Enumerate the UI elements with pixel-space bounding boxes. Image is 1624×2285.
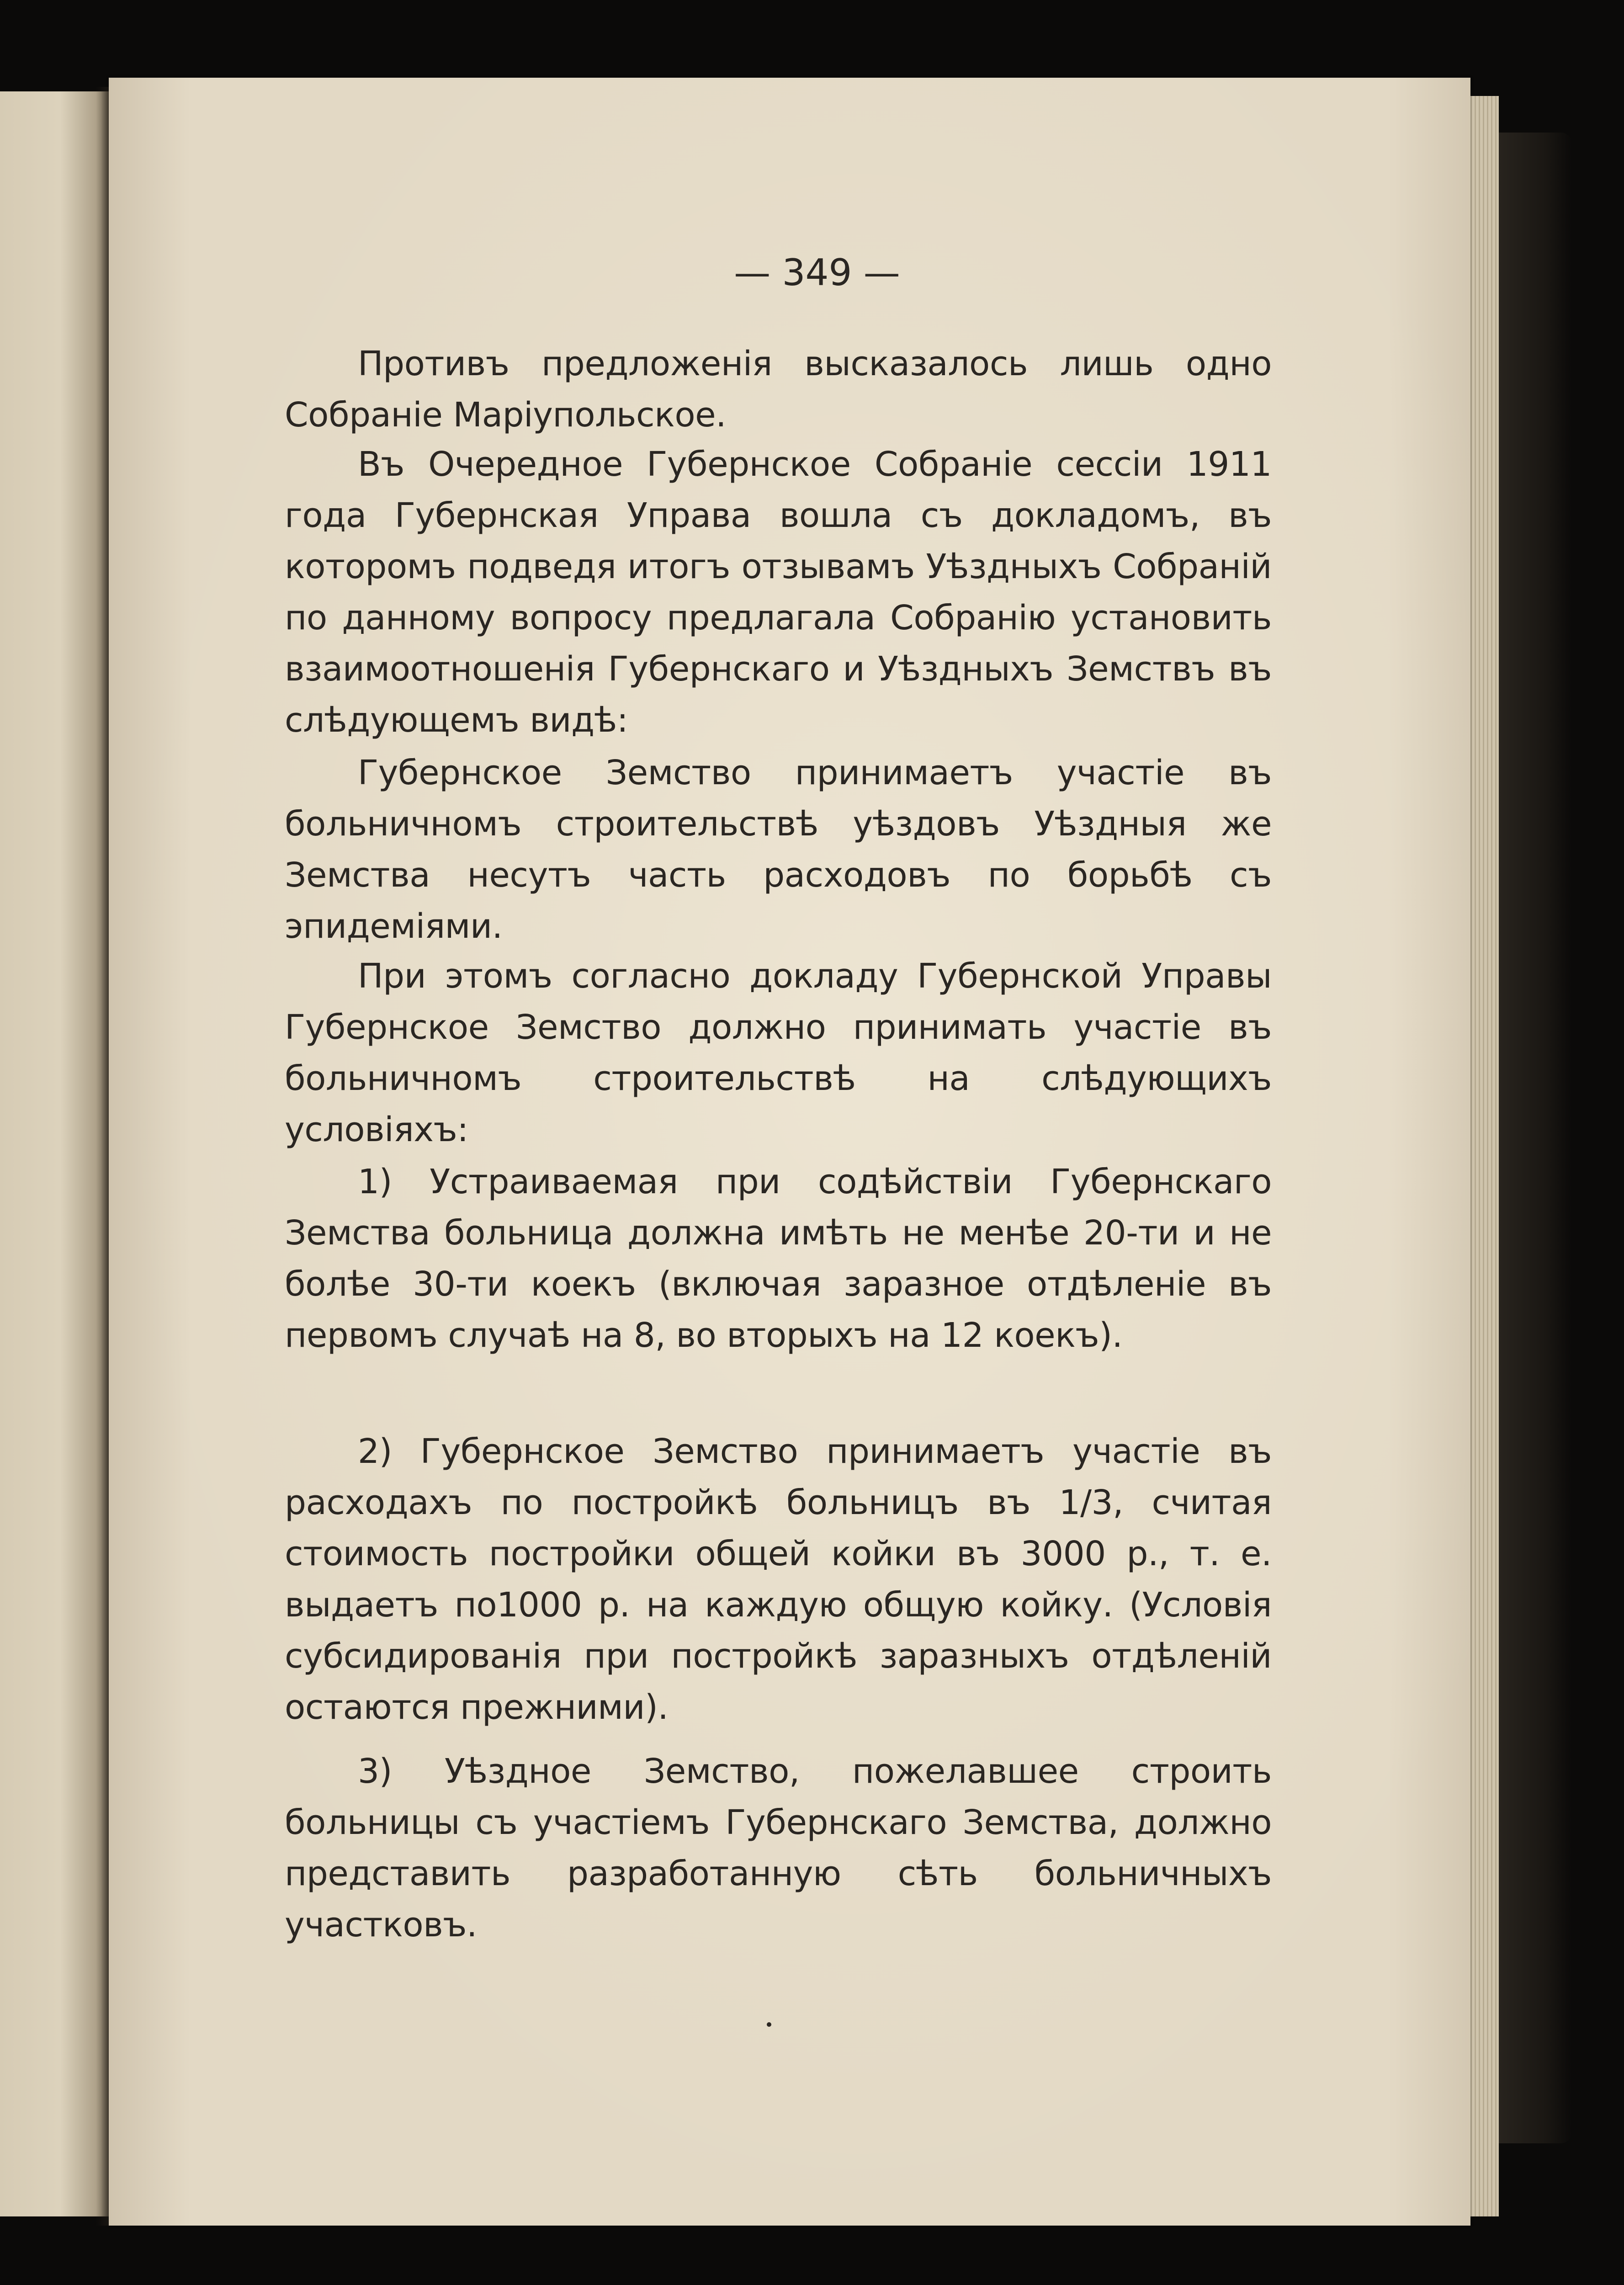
paragraph-6: 2) Губернское Земство принимаетъ участіе въ расходахъ по постройкѣ больницъ въ 1/3, считая стоимость постройки общей койки въ 3000 р., т. е. выдаетъ по1000 р. на каждую общую койку. (Условія субсидированія при постройкѣ заразныхъ отдѣленій остаются прежними). xyxy=(285,1432,1272,1727)
page-number: — 349 — xyxy=(734,251,900,294)
paragraph-7: 3) Уѣздное Земство, пожелавшее строить больницы съ участіемъ Губернскаго Земства, должно представить разработанную сѣть больничныхъ участковъ. xyxy=(285,1752,1272,1945)
paragraph-4: При этомъ согласно докладу Губернской Управы Губернское Земство должно принимать участіе въ больничномъ строительствѣ на слѣдующихъ условіяхъ: xyxy=(285,957,1272,1149)
paragraph-3: Губернское Земство принимаетъ участіе въ больничномъ строительствѣ уѣздовъ Уѣздныя же Земства несутъ часть расходовъ по борьбѣ съ эпидеміями. xyxy=(285,753,1272,946)
paragraph-1: Противъ предложенія высказалось лишь одно Собраніе Маріупольское. xyxy=(285,344,1272,435)
left-page-edge xyxy=(0,91,110,2216)
book-page xyxy=(109,78,1470,2226)
ink-speck xyxy=(767,2022,771,2027)
paragraph-5: 1) Устраиваемая при содѣйствіи Губернскаго Земства больница должна имѣть не менѣе 20-ти и не болѣе 30-ти коекъ (включая заразное отдѣленіе въ первомъ случаѣ на 8, во вторыхъ на 12 коекъ). xyxy=(285,1162,1272,1355)
paragraph-2: Въ Очередное Губернское Собраніе сессіи 1911 года Губернская Управа вошла съ докладомъ, въ которомъ подведя итогъ отзывамъ Уѣздныхъ Собраній по данному вопросу предлагала Собранію установить взаимоотношенія Губернскаго и Уѣздныхъ Земствъ въ слѣдующемъ видѣ: xyxy=(285,445,1272,740)
